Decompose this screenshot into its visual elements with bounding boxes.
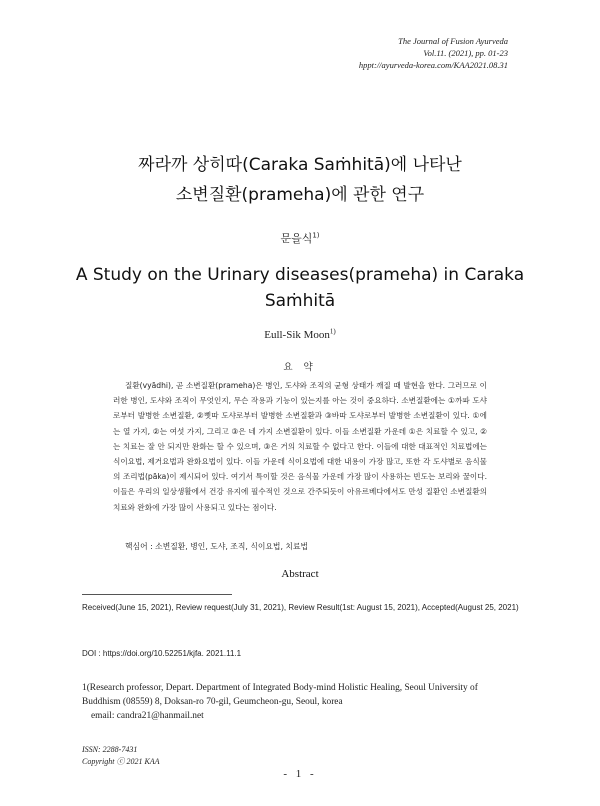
issn: ISSN: 2288-7431 bbox=[82, 745, 138, 754]
journal-header bbox=[359, 35, 508, 71]
author-email[interactable]: email: candra21@hanmail.net bbox=[91, 711, 204, 721]
korean-author-name: 문을식 bbox=[280, 232, 313, 245]
page-number: - 1 - bbox=[283, 768, 317, 780]
korean-title bbox=[0, 150, 600, 210]
journal-name: The Journal of Fusion Ayurveda bbox=[398, 36, 508, 46]
copyright: Copyright ⓒ 2021 KAA bbox=[82, 757, 160, 766]
english-title-line2: Saṁhitā bbox=[264, 291, 336, 311]
journal-url: hppt://ayurveda-korea.com/KAA2021.08.31 bbox=[358, 60, 508, 70]
english-author bbox=[0, 329, 600, 341]
journal-volume: Vol.11. (2021), pp. 01-23 bbox=[423, 48, 508, 58]
abstract-heading: Abstract bbox=[281, 568, 319, 580]
received-dates: Received(June 15, 2021), Review request(July 31, 2021), Review Result(1st: August 15, 2021), Accepted(August 25, 2021) bbox=[82, 603, 519, 612]
affiliation-text: 1(Research professor, Depart. Department of Integrated Body-mind Holistic Healing, Seoul University of Buddhism (08559) 8, Doksan-ro 70-gil, Geumcheon-gu, Seoul, korea bbox=[82, 683, 478, 707]
korean-author bbox=[0, 230, 600, 246]
korean-title-line2: 소변질환(prameha)에 관한 연구 bbox=[175, 185, 425, 205]
english-author-name: Eull-Sik Moon bbox=[264, 329, 330, 341]
korean-abstract: 질환(vyādhi), 곧 소변질환(prameha)은 병인, 도샤와 조직의 균형 상태가 깨질 때 발현을 한다. 그러므로 이러한 병인, 도샤와 조직이 무엇인지, 무슨 작용과 기능이 있는지를 아는 것이 중요하다. 소변질환에는 ①까파 도샤로부터 발병한 소변질환, ②삣따 도샤로부터 발병한 소변질환과 ③바따 도샤로부터 발병한 소변질환이 있다. ①에는 열 가지, ②는 여섯 가지, 그리고 ③은 네 가지 소변질환이 있다. 이들 소변질환 가운데 ①은 치료할 수 있고, ②는 치료는 잘 안 되지만 완화는 할 수 있으며, ③은 거의 치료할 수 없다고 한다. 이들에 대한 대표적인 치료법에는 식이요법, 제거요법과 완화요법이 있다. 이들 가운데 식이요법에 대한 내용이 가장 많고, 또한 각 도샤별로 음식물의 조리법(pāka)이 제시되어 있다. 여기서 특이할 것은 음식물 가운데 가장 많이 사용하는 빈도는 보리와 꿀이다. 이들은 우리의 일상생활에서 건강 유지에 필수적인 것으로 간주되듯이 아유르베다에서도 만성 질환인 소변질환의 치료와 완화에 가장 많이 사용되고 있다는 점이다. bbox=[113, 381, 487, 512]
summary-heading: 요 약 bbox=[283, 362, 317, 373]
issn-block bbox=[82, 744, 160, 768]
english-title bbox=[0, 262, 600, 314]
doi-link[interactable]: DOI : https://doi.org/10.52251/kjfa. 2021.11.1 bbox=[82, 649, 242, 658]
english-title-line1: A Study on the Urinary diseases(prameha) in Caraka bbox=[75, 265, 525, 285]
author-affiliation bbox=[82, 681, 512, 723]
korean-title-line1: 짜라까 상히따(Caraka Saṁhitā)에 나타난 bbox=[138, 155, 462, 175]
korean-author-footnote-mark[interactable]: 1) bbox=[312, 231, 320, 240]
keywords: 핵심어 : 소변질환, 병인, 도샤, 조직, 식이요법, 치료법 bbox=[125, 542, 309, 551]
footnote-divider bbox=[82, 594, 232, 595]
english-author-footnote-mark[interactable]: 1) bbox=[329, 327, 336, 336]
